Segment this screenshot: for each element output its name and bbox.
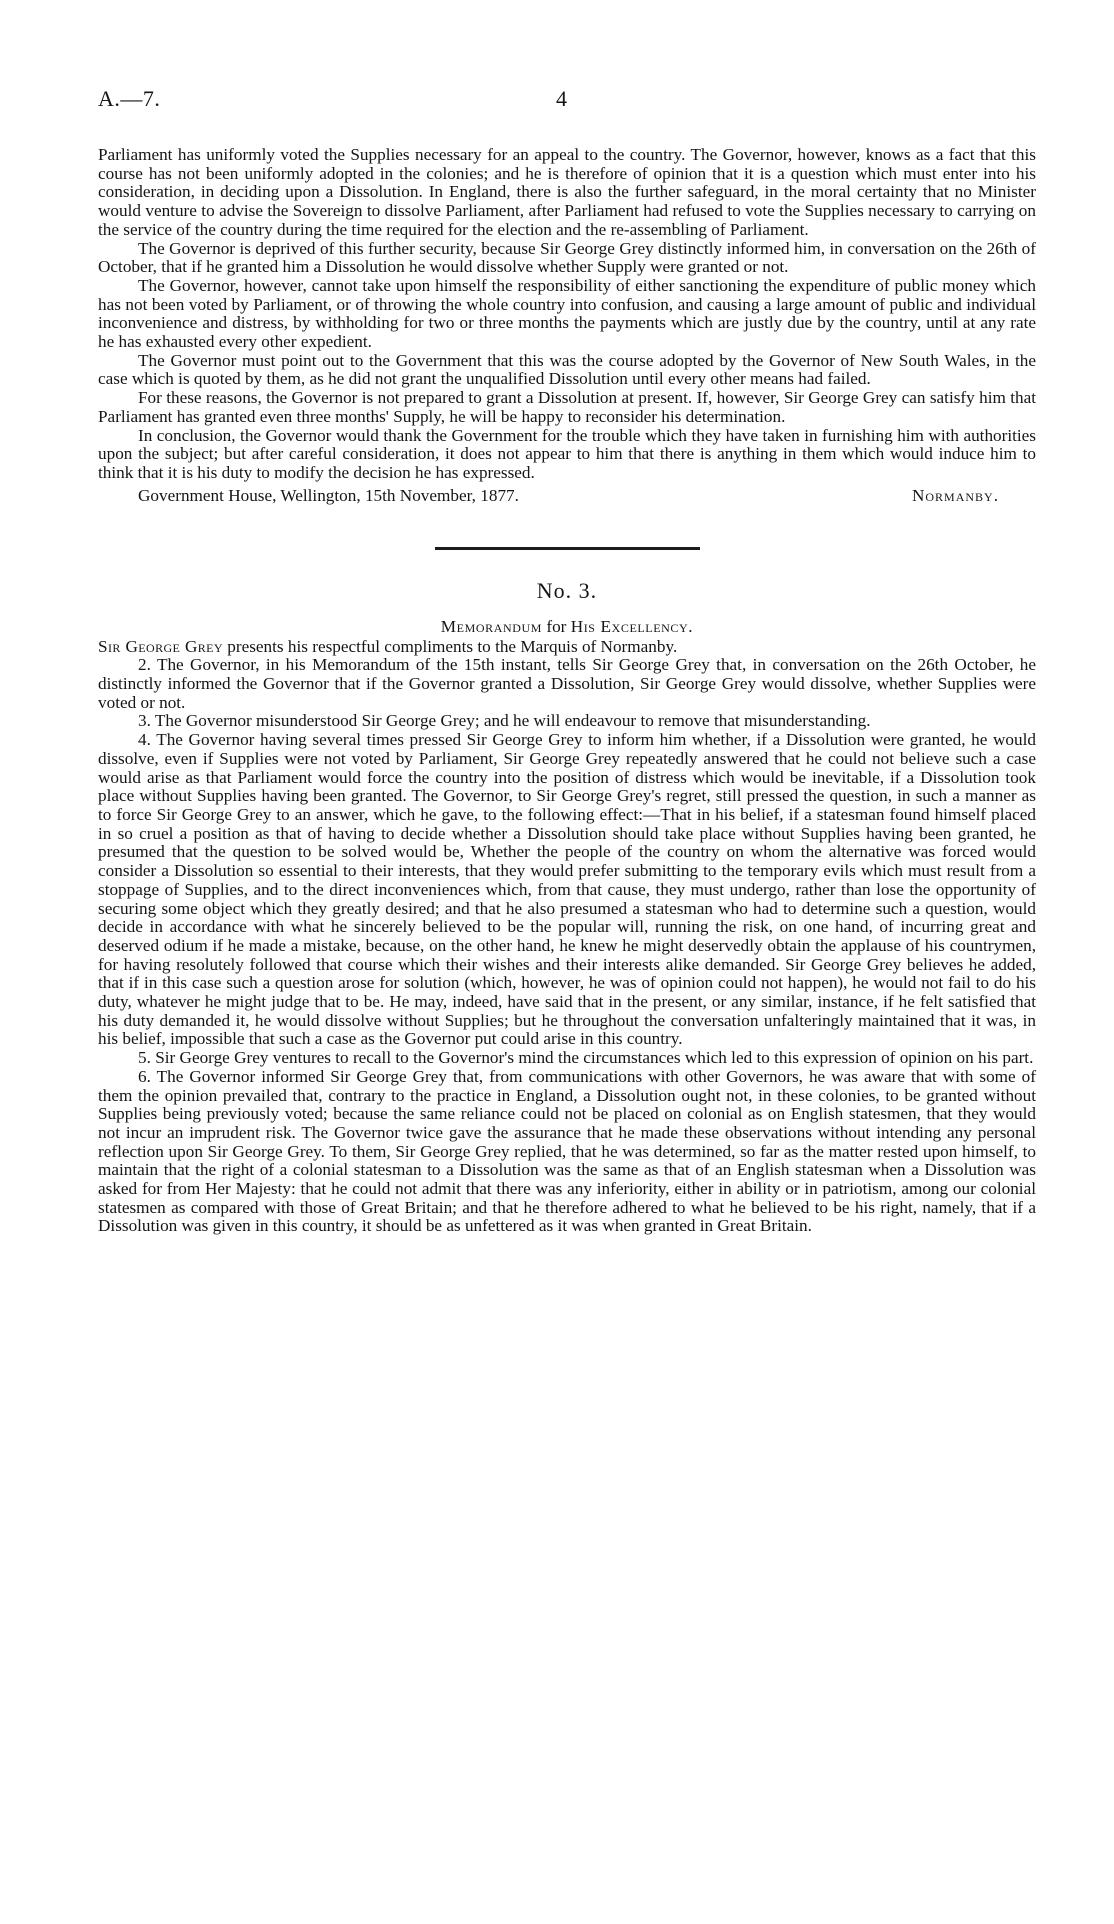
- paragraph: In conclusion, the Governor would thank the Government for the trouble which they have taken in furnishing him with authorities upon the subject; but after careful consideration, it does not appear to him that there is anything in them which would induce him to think that it is his duty to modify the decision he has expressed.: [98, 425, 1036, 482]
- paragraph: The Governor, however, cannot take upon himself the responsibility of either sanctioning the expenditure of public money which has not been voted by Parliament, or of throwing the whole country into confusion, and causing a large amount of public and individual inconvenience and distress, by withholding for two or three months the payments which are justly due by the country, until at any rate he has exhausted every other expedient.: [98, 275, 1036, 352]
- place-and-date: Government House, Wellington, 15th November, 1877.: [138, 485, 519, 505]
- signature: Normanby.: [911, 485, 999, 505]
- paragraph: 2. The Governor, in his Memorandum of the 15th instant, tells Sir George Grey that, in conversation on the 26th October, he distinctly informed the Governor that if the Governor granted a Dissolution, Sir George Grey would dissolve, whether Supplies were voted or not.: [98, 655, 1036, 712]
- running-header: [98, 86, 1038, 122]
- opening-rest: presents his respectful compliments to the Marquis of Normanby.: [222, 636, 678, 656]
- paragraph: The Governor is deprived of this further security, because Sir George Grey distinctly informed him, in conversation on the 26th of October, that if he granted him a Dissolution he would dissolve whether Supply were granted or not.: [98, 238, 1036, 277]
- memo-title-addressee: His Excellency.: [570, 616, 694, 636]
- page-number: 4: [556, 86, 567, 111]
- paragraph: 5. Sir George Grey ventures to recall to the Governor's mind the circumstances which led to this expression of opinion on his part.: [138, 1048, 1034, 1068]
- memorandum-continued: [98, 146, 1036, 506]
- paragraph: The Governor must point out to the Government that this was the course adopted by the Governor of New South Wales, in the case which is quoted by them, as he did not grant the unqualified Dissolution until every other means had failed.: [98, 350, 1036, 389]
- section-number: No. 3.: [536, 577, 598, 603]
- document-body: [98, 146, 1036, 1236]
- memo-title-word: Memorandum: [440, 616, 543, 636]
- memorandum-no-3: [98, 638, 1036, 1237]
- signature-line: [138, 487, 1036, 506]
- paragraph: For these reasons, the Governor is not prepared to grant a Dissolution at present. If, however, Sir George Grey can satisfy him that Parliament has granted even three months' Supply, he will be happy to reconsider his determination.: [98, 388, 1036, 426]
- opening-paragraph: [98, 638, 1036, 657]
- paragraph: 4. The Governor having several times pressed Sir George Grey to inform him whether, if a Dissolution were granted, he would dissolve, even if Supplies were not voted by Parliament, Sir George Grey repeatedly answered that he could not believe such a case would arise as that Parliament would force the country into the position of distress which would be inevitable, if a Dissolution took place without Supplies having been granted. The Governor, to Sir George Grey's regret, still pressed the question, in such a manner as to force Sir George Grey to an answer, which he gave, to the following effect:—That in his belief, if a statesman found himself placed in so cruel a position as that of having to decide whether a Dissolution should take place without Supplies having been granted, he presumed that the question to be solved would be, Whether the people of the country on whom the alternative was forced would consider a Dissolution so essential to their interests, that they would prefer submitting to the temporary evils which must result from a stoppage of Supplies, and to the direct inconveniences which, from that cause, they must undergo, rather than lose the opportunity of securing some object which they greatly desired; and that he also presumed a statesman who had to determine such a question, would decide in accordance with what he sincerely believed to be the popular will, running the risk, on one hand, of incurring great and deserved odium if he made a mistake, because, on the other hand, he knew he might deservedly obtain the applause of his countrymen, for having resolutely followed that course which their wishes and their interests alike demanded. Sir George Grey believes he added, that if in this case such a question arose for solution (which, however, he was of opinion could not happen), he would not fail to do his duty, whatever he might judge that to be. He may, indeed, have said that in the present, or any similar, instance, if he felt satisfied that his duty demanded it, he would dissolve without Supplies; but he throughout the conversation unfalteringly maintained that it was, in his belief, impossible that such a case as the Governor put could arise in this country.: [98, 730, 1036, 1049]
- opening-name: Sir George Grey: [98, 636, 223, 656]
- memorandum-title: [98, 618, 1036, 638]
- section-divider: [435, 547, 700, 550]
- memo-title-for: for: [542, 616, 571, 636]
- paragraph: 3. The Governor misunderstood Sir George Grey; and he will endeavour to remove that misunderstanding.: [138, 711, 871, 731]
- paper-reference: A.—7.: [98, 86, 161, 111]
- paragraph: 6. The Governor informed Sir George Grey that, from communications with other Governors, he was aware that with some of them the opinion prevailed that, contrary to the practice in England, a Dissolution ought not, in these colonies, to be granted without Supplies being previously voted; because the same reliance could not be placed on colonial as on English statesmen, that they would not incur an imprudent risk. The Governor twice gave the assurance that he made these observations without intending any personal reflection upon Sir George Grey. To them, Sir George Grey replied, that he was determined, so far as the matter rested upon himself, to maintain that the right of a colonial statesman to a Dissolution was the same as that of an English statesman when a Dissolution was asked for from Her Majesty: that he could not admit that there was any inferiority, either in ability or in patriotism, among our colonial statesmen as compared with those of Great Britain; and that he therefore adhered to what he believed to be his right, namely, that if a Dissolution was given in this country, it should be as unfettered as it was when granted in Great Britain.: [98, 1066, 1036, 1236]
- paragraph: Parliament has uniformly voted the Supplies necessary for an appeal to the country. The Governor, however, knows as a fact that this course has not been uniformly adopted in the colonies; and he is therefore of opinion that it is a question which must enter into his consideration, in deciding upon a Dissolution. In England, there is also the further safeguard, in the moral certainty that no Minister would venture to advise the Sovereign to dissolve Parliament, after Parliament had refused to vote the Supplies necessary to carrying on the service of the country during the time required for the election and the re-assembling of Parliament.: [98, 145, 1036, 239]
